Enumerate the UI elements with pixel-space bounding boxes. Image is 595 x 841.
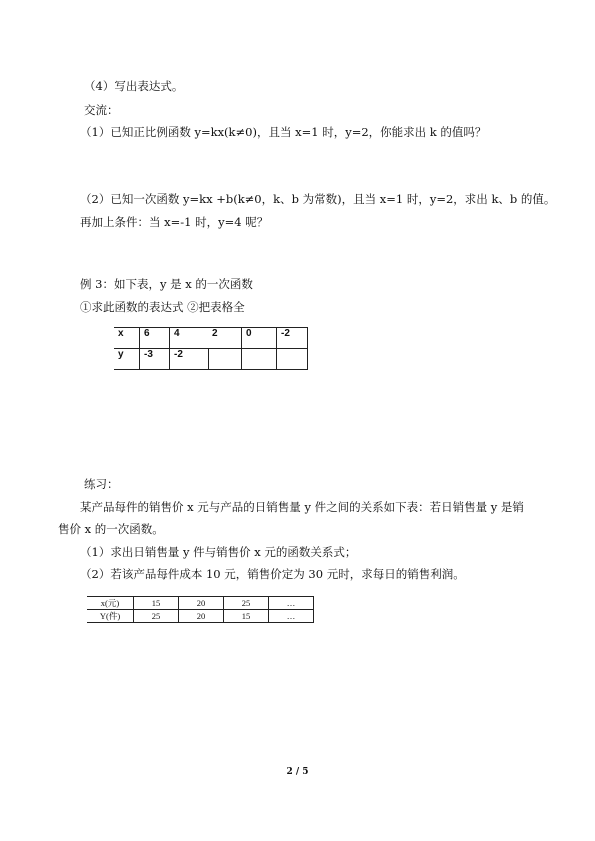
table-cell: 15	[134, 597, 179, 610]
table-cell: -3	[140, 349, 170, 370]
table-cell: 2	[208, 328, 242, 349]
text-line: 练习：	[84, 477, 119, 491]
text-line: 售价 x 的一次函数。	[58, 522, 164, 536]
table-cell: x(元)	[87, 597, 134, 610]
text-line: （1）已知正比例函数 y=kx(k≠0)，且当 x=1 时，y=2，你能求出 k 的值吗？	[80, 125, 487, 139]
text-line: 交流：	[84, 103, 119, 117]
table-cell: 0	[242, 328, 277, 349]
text-line: 再加上条件：当 x=-1 时，y=4 呢？	[80, 215, 269, 229]
table-cell: y	[118, 349, 124, 360]
table-cell	[242, 349, 277, 370]
table-row	[114, 328, 308, 349]
table-row	[87, 610, 314, 623]
table-cell: 6	[140, 328, 170, 349]
table-cell	[277, 349, 308, 370]
text-line: （4）写出表达式。	[84, 79, 184, 93]
table-cell: -2	[170, 349, 209, 370]
text-line: 例 3：如下表，y 是 x 的一次函数	[80, 277, 253, 291]
table-row	[114, 349, 308, 370]
table-cell: …	[269, 610, 314, 623]
table-cell: 20	[179, 610, 224, 623]
text-line: ①求此函数的表达式 ②把表格全	[80, 300, 245, 314]
example-table	[114, 327, 308, 370]
table-cell: 20	[179, 597, 224, 610]
table-cell: Y(件)	[99, 611, 121, 621]
text-line: （2）已知一次函数 y=kx +b(k≠0，k、b 为常数)，且当 x=1 时，y=2，求出 k、b 的值。	[80, 192, 556, 206]
table-cell	[208, 349, 242, 370]
table-cell: …	[269, 597, 314, 610]
table-cell: 4	[170, 328, 209, 349]
table-cell: -2	[277, 328, 308, 349]
table-cell: 25	[134, 610, 179, 623]
table-row	[87, 597, 314, 610]
table-cell: x	[114, 328, 140, 349]
table-cell: 25	[224, 597, 269, 610]
text-line: 某产品每件的销售价 x 元与产品的日销售量 y 件之间的关系如下表：若日销售量 y 是销	[80, 500, 524, 514]
text-line: （1）求出日销售量 y 件与销售价 x 元的函数关系式；	[80, 545, 357, 559]
table-cell: 15	[224, 610, 269, 623]
text-line: （2）若该产品每件成本 10 元，销售价定为 30 元时，求每日的销售利润。	[80, 567, 465, 581]
sales-table	[87, 596, 314, 623]
page-number: 2 / 5	[286, 767, 309, 777]
